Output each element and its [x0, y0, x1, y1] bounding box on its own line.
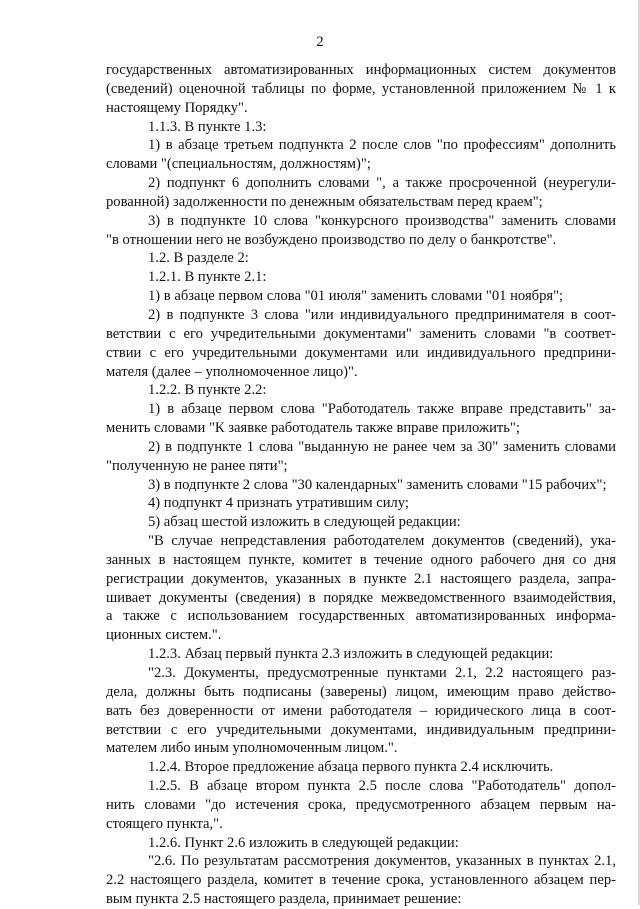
text-line: мателя (далее – уполномоченное лицо)". — [106, 363, 358, 380]
text-line: 1) в абзаце первом слова "Работодатель также вправе представить" за- — [148, 401, 616, 418]
text-line: 1.1.3. В пункте 1.3: — [148, 118, 267, 135]
text-line: 1.2.1. В пункте 2.1: — [148, 269, 267, 286]
text-line: "полученную не ранее пяти"; — [106, 457, 288, 474]
text-line: вать без доверенности от имени работодателя – юридического лица в соот- — [106, 702, 616, 719]
text-line: вым пункта 2.5 настоящего раздела, принимает решение: — [106, 891, 462, 908]
text-line: ветствии с его учредительными документами" заменить словами "в соответ- — [106, 325, 616, 342]
text-line: 4) подпункт 4 признать утратившим силу; — [148, 495, 409, 512]
text-line: шивает документы (сведения) в порядке межведомственного взаимодействия, — [106, 589, 616, 606]
text-line: "2.6. По результатам рассмотрения документов, указанных в пунктах 2.1, — [148, 853, 616, 870]
page-number: 2 — [316, 34, 324, 50]
text-line: 2) в подпункте 3 слова "или индивидуального предпринимателя в соот- — [148, 306, 616, 323]
text-line: 3) в подпункте 2 слова "30 календарных" заменить словами "15 рабочих"; — [148, 476, 607, 493]
text-line: настоящему Порядку". — [106, 99, 248, 116]
text-line: 2) подпункт 6 дополнить словами ", а также просроченной (неурегули- — [148, 175, 616, 192]
text-line: "В случае непредставления работодателем документов (сведений), ука- — [148, 533, 616, 550]
text-line: 1.2.2. В пункте 2.2: — [148, 382, 267, 399]
text-line: нить словами "до истечения срока, предусмотренного абзацем первым на- — [106, 796, 616, 813]
text-line: 2.2 настоящего раздела, комитет в течение срока, установленного абзацем пер- — [106, 872, 616, 889]
text-line: 1.2.5. В абзаце втором пункта 2.5 после слова "Работодатель" допол- — [148, 778, 616, 795]
text-line: 3) в подпункте 10 слова "конкурсного производства" заменить словами — [148, 212, 616, 229]
text-line: 1.2. В разделе 2: — [148, 250, 249, 267]
text-line: государственных автоматизированных информационных систем документов — [106, 62, 616, 78]
document-body — [106, 61, 616, 909]
text-line: 1) в абзаце первом слова "01 июля" заменить словами "01 ноября"; — [148, 288, 564, 305]
text-line: 1.2.3. Абзац первый пункта 2.3 изложить в следующей редакции: — [148, 646, 554, 663]
text-line: словами "(специальностям, должностям)"; — [106, 156, 371, 173]
text-line: ствии с его учредительными документами или индивидуального предприни- — [106, 344, 616, 361]
text-line: занных в настоящем пункте, комитет в течение одного рабочего дня со дня — [106, 551, 616, 568]
text-line: а также с использованием государственных автоматизированных информа- — [106, 608, 616, 625]
text-line: 5) абзац шестой изложить в следующей редакции: — [148, 514, 461, 531]
text-line: стоящего пункта,". — [106, 815, 223, 832]
text-line: ционных систем.". — [106, 627, 222, 644]
text-line: 2) в подпункте 1 слова "выданную не ранее чем за 30" заменить словами — [148, 438, 616, 455]
text-line: 1.2.4. Второе предложение абзаца первого пункта 2.4 исключить. — [148, 759, 554, 776]
text-line: мателем либо иным уполномоченным лицом.". — [106, 740, 398, 757]
text-line: 1) в абзаце третьем подпункта 2 после слов "по профессиям" дополнить — [148, 137, 616, 154]
text-line: "в отношении него не возбуждено производство по делу о банкротстве". — [106, 231, 557, 248]
text-line: (сведений) оценочной таблицы по форме, установленной приложением № 1 к — [106, 80, 616, 97]
text-line: "2.3. Документы, предусмотренные пунктами 2.1, 2.2 настоящего раз- — [148, 665, 616, 681]
text-line: дела, должны быть подписаны (заверены) лицом, имеющим право действо- — [106, 683, 616, 700]
text-line: 1.2.6. Пункт 2.6 изложить в следующей редакции: — [148, 834, 459, 851]
text-line: регистрации документов, указанных в пункте 2.1 настоящего раздела, запра- — [106, 570, 616, 587]
text-line: рованной) задолженности по денежным обязательствам перед краем"; — [106, 193, 543, 210]
text-line: менить словами "К заявке работодатель также вправе приложить"; — [106, 420, 520, 437]
text-line: ветствии с его учредительными документами, индивидуальным предприни- — [106, 721, 616, 738]
